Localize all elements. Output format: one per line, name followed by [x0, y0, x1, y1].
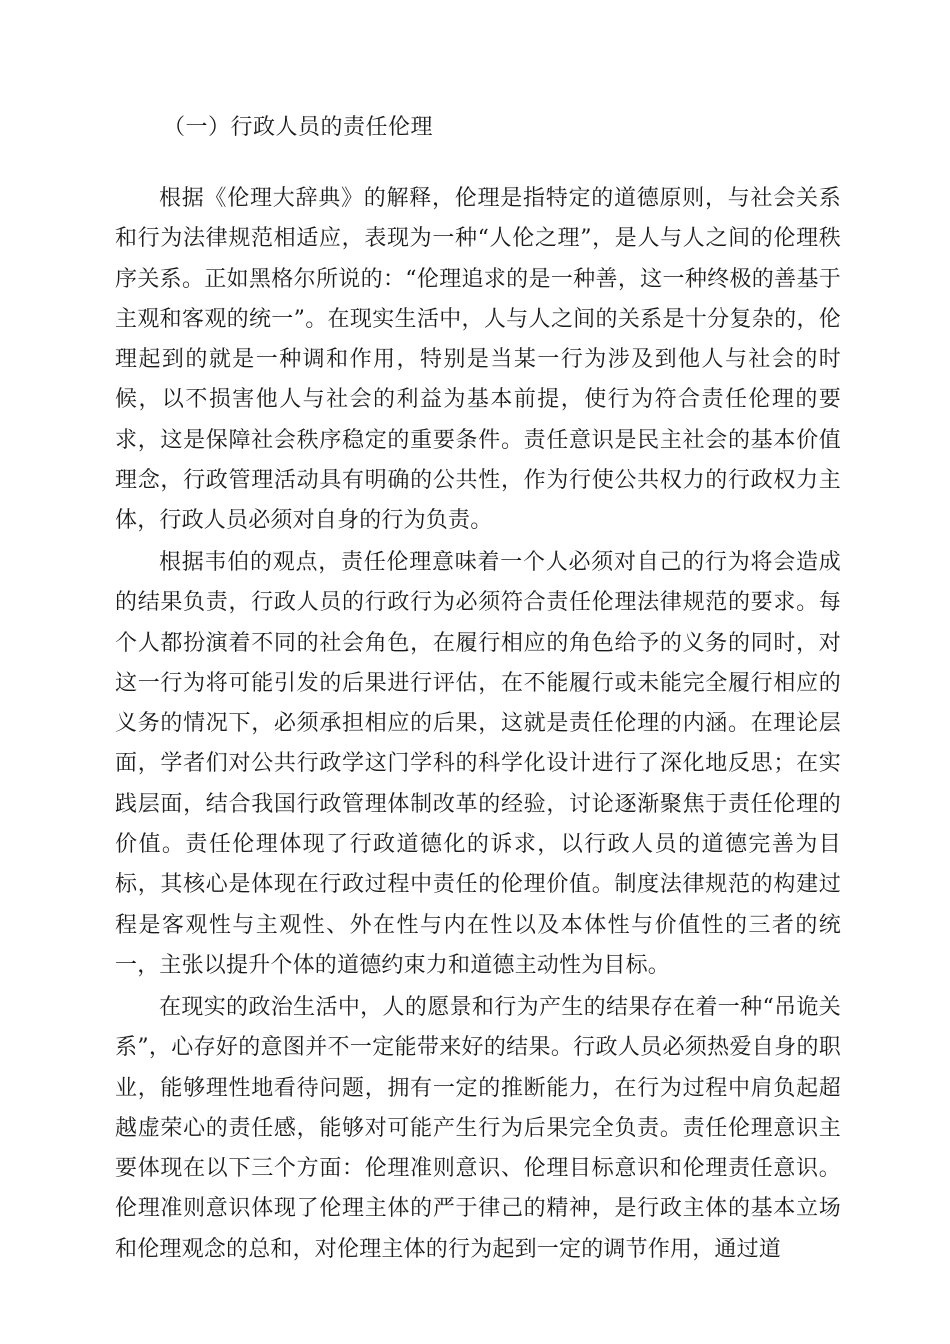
paragraph-3: 在现实的政治生活中，人的愿景和行为产生的结果存在着一种“吊诡关系”，心存好的意图并不一定能带来好的结果。行政人员必须热爱自身的职业，能够理性地看待问题，拥有一定的推断能力，在行为过程中肩负起超越虚荣心的责任感，能够对可能产生行为后果完全负责。责任伦理意识主要体现在以下三个方面：伦理准则意识、伦理目标意识和伦理责任意识。伦理准则意识体现了伦理主体的严于律己的精神，是行政主体的基本立场和伦理观念的总和，对伦理主体的行为起到一定的调节作用，通过道 — [115, 995, 841, 1262]
paragraph-1: 根据《伦理大辞典》的解释，伦理是指特定的道德原则，与社会关系和行为法律规范相适应，表现为一种“人伦之理”，是人与人之间的伦理秩序关系。正如黑格尔所说的：“伦理追求的是一种善，这一种终极的善基于主观和客观的统一”。在现实生活中，人与人之间的关系是十分复杂的，伦理起到的就是一种调和作用，特别是当某一行为涉及到他人与社会的时候，以不损害他人与社会的利益为基本前提，使行为符合责任伦理的要求，这是保障社会秩序稳定的重要条件。责任意识是民主社会的基本价值理念，行政管理活动具有明确的公共性，作为行使公共权力的行政权力主体，行政人员必须对自身的行为负责。 — [115, 186, 841, 534]
paragraph-2: 根据韦伯的观点，责任伦理意味着一个人必须对自己的行为将会造成的结果负责，行政人员的行政行为必须符合责任伦理法律规范的要求。每个人都扮演着不同的社会角色，在履行相应的角色给予的义务的同时，对这一行为将可能引发的后果进行评估，在不能履行或未能完全履行相应的义务的情况下，必须承担相应的后果，这就是责任伦理的内涵。在理论层面，学者们对公共行政学这门学科的科学化设计进行了深化地反思；在实践层面，结合我国行政管理体制改革的经验，讨论逐渐聚焦于责任伦理的价值。责任伦理体现了行政道德化的诉求，以行政人员的道德完善为目标，其核心是体现在行政过程中责任的伦理价值。制度法律规范的构建过程是客观性与主观性、外在性与内在性以及本体性与价值性的三者的统一，主张以提升个体的道德约束力和道德主动性为目标。 — [115, 550, 841, 978]
section-heading: （一）行政人员的责任伦理 — [163, 115, 434, 140]
